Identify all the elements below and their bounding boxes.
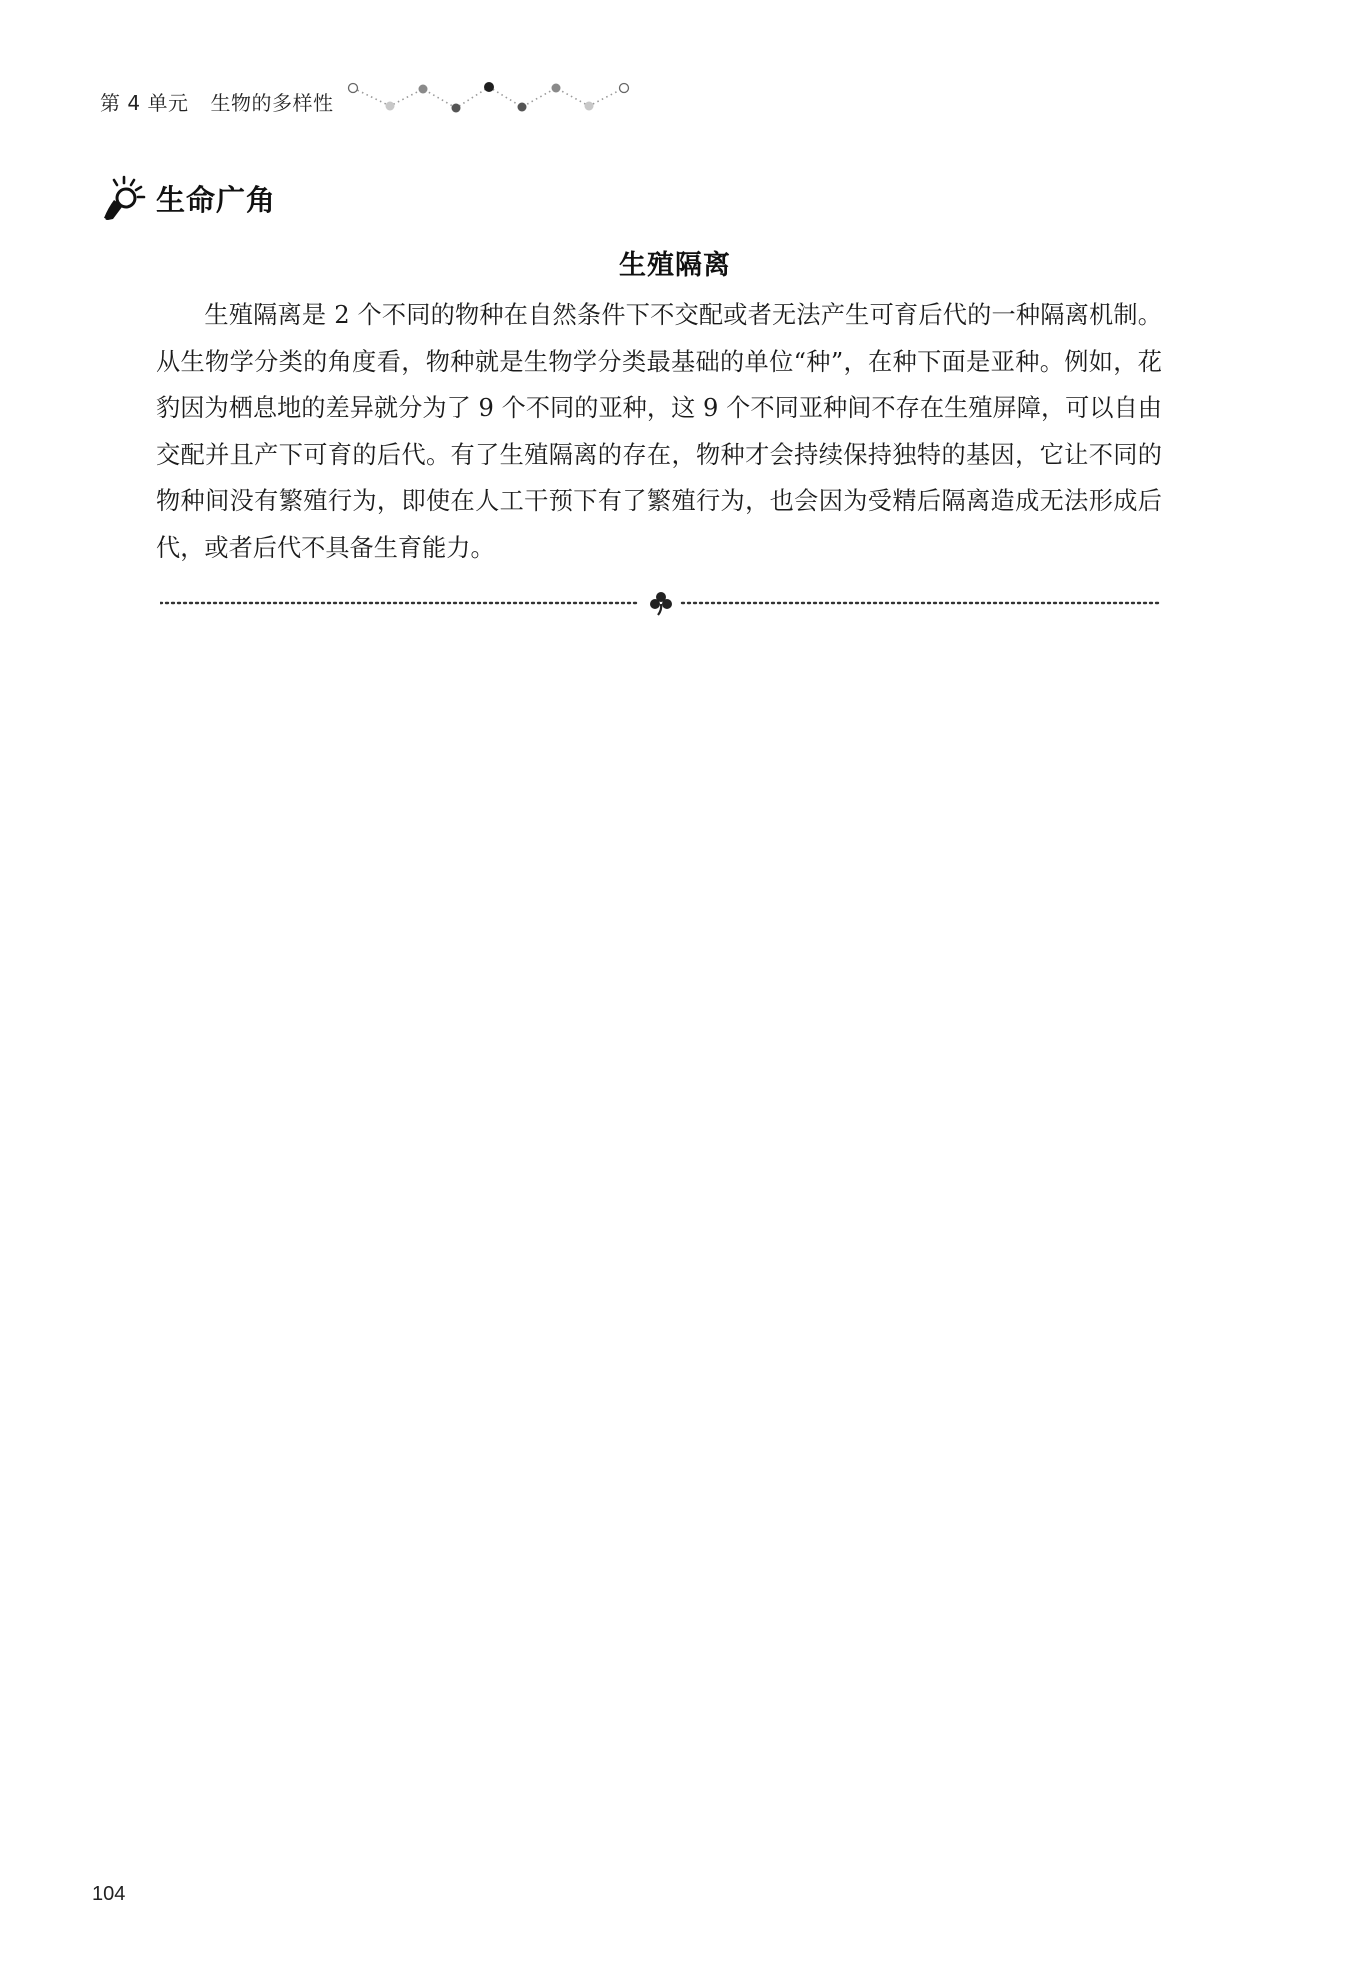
clover-icon — [650, 592, 672, 615]
article-title: 生殖隔离 — [619, 250, 731, 281]
article-paragraph: 生殖隔离是 2 个不同的物种在自然条件下不交配或者无法产生可育后代的一种隔离机制。从生物学分类的角度看，物种就是生物学分类最基础的单位“种”，在种下面是亚种。例如，花豹因为栖息地的差异就分为了 9 个不同的亚种，这 9 个不同亚种间不存在生殖屏障，可以自由交配并且产下可育的后代。有了生殖隔离的存在，物种才会持续保持独特的基因，它让不同的物种间没有繁殖行为，即使在人工干预下有了繁殖行为，也会因为受精后隔离造成无法形成后代，或者后代不具备生育能力。 — [156, 301, 1162, 562]
header-unit: 第 4 单元 — [100, 90, 189, 115]
header-chapter: 生物的多样性 — [210, 90, 334, 115]
page-number: 104 — [92, 1883, 126, 1905]
section-tag-label: 生命广角 — [156, 182, 277, 217]
section-tag — [100, 172, 276, 224]
dotted-divider — [160, 588, 1162, 618]
magnifier-sparkle-icon — [100, 174, 148, 222]
running-header — [100, 84, 333, 118]
header-bead-decoration-icon — [345, 78, 635, 118]
